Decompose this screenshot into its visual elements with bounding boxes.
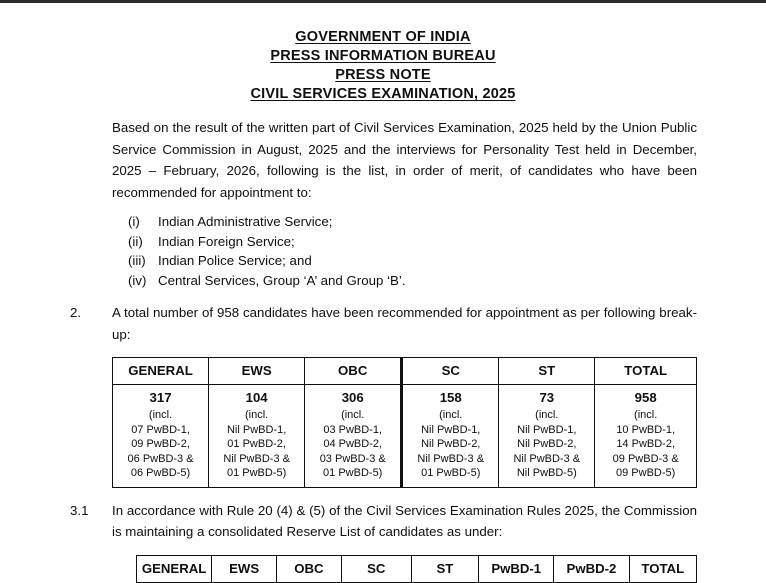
list-item bbox=[128, 251, 697, 271]
intro-paragraph: Based on the result of the written part of Civil Services Examination, 2025 held by the Union Public Service Commission in August, 2025 and the interviews for Personality Test held in December, 2025 – February, 2026, following is the list, in order of merit, of candidates who have been recommended for appointment to: bbox=[112, 120, 697, 200]
heading-government: GOVERNMENT OF INDIA bbox=[295, 29, 471, 45]
cell-ews-count: 104 bbox=[245, 390, 268, 405]
list-text: Indian Police Service; and bbox=[158, 253, 312, 268]
table-row bbox=[113, 385, 697, 488]
list-item bbox=[128, 232, 697, 252]
cell-st-pwbd1: Nil PwBD-1, bbox=[517, 423, 577, 436]
cell-st-pwbd2: Nil PwBD-2, bbox=[517, 438, 577, 450]
cell-general-pwbd5: 06 PwBD-5) bbox=[130, 467, 191, 479]
list-item bbox=[128, 271, 697, 291]
column-header-pwbd-1: PwBD-1 bbox=[479, 555, 554, 582]
section-2-text: A total number of 958 candidates have been recommended for appointment as per following break-up: bbox=[112, 305, 697, 342]
column-header-ews: EWS bbox=[209, 358, 305, 385]
cell-total-incl: (incl. bbox=[634, 409, 658, 421]
cell-total-pwbd1: 10 PwBD-1, bbox=[616, 423, 676, 436]
cell-total-count: 958 bbox=[634, 390, 657, 405]
document-page bbox=[0, 3, 766, 576]
cell-total-pwbd5: 09 PwBD-5) bbox=[616, 467, 676, 479]
column-header-st: ST bbox=[411, 555, 478, 582]
cell-obc-pwbd2: 04 PwBD-2, bbox=[323, 438, 383, 450]
column-header-sc: SC bbox=[402, 358, 499, 385]
reserve-list-table-wrapper bbox=[136, 555, 697, 583]
cell-ews-pwbd3: Nil PwBD-3 & bbox=[223, 452, 290, 465]
cell-obc-pwbd1: 03 PwBD-1, bbox=[323, 423, 383, 436]
cell-st-incl: (incl. bbox=[535, 409, 559, 421]
column-header-general: GENERAL bbox=[137, 555, 212, 582]
cell-sc-incl: (incl. bbox=[439, 409, 463, 421]
cell-general-incl: (incl. bbox=[148, 409, 173, 421]
column-header-total: TOTAL bbox=[629, 555, 696, 582]
column-header-pwbd-2: PwBD-2 bbox=[554, 555, 629, 582]
cell-general-pwbd2: 09 PwBD-2, bbox=[131, 438, 190, 450]
cell-st-count: 73 bbox=[539, 390, 555, 405]
cell-general bbox=[113, 385, 209, 488]
cell-ews-pwbd5: 01 PwBD-5) bbox=[226, 467, 287, 479]
document-header bbox=[0, 3, 766, 104]
cell-general-pwbd1: 07 PwBD-1, bbox=[131, 423, 190, 436]
cell-st-pwbd3: Nil PwBD-3 & bbox=[513, 452, 581, 465]
column-header-sc: SC bbox=[341, 555, 411, 582]
list-marker: (i) bbox=[128, 214, 140, 229]
column-header-obc: OBC bbox=[305, 358, 402, 385]
recommended-table bbox=[112, 357, 697, 488]
column-header-total: TOTAL bbox=[595, 358, 697, 385]
column-header-obc: OBC bbox=[276, 555, 341, 582]
list-marker: (iv) bbox=[128, 272, 147, 288]
column-header-ews: EWS bbox=[212, 555, 277, 582]
list-marker: (ii) bbox=[128, 233, 143, 249]
cell-general-count: 317 bbox=[149, 390, 172, 405]
cell-ews-pwbd1: Nil PwBD-1, bbox=[226, 423, 287, 436]
cell-total-pwbd3: 09 PwBD-3 & bbox=[612, 452, 679, 465]
list-text: Central Services, Group ‘A’ and Group ‘B’. bbox=[158, 272, 406, 288]
document-body bbox=[0, 117, 766, 583]
list-item bbox=[128, 212, 697, 232]
cell-ews-pwbd2: 01 PwBD-2, bbox=[227, 438, 286, 450]
cell-general-pwbd3: 06 PwBD-3 & bbox=[127, 452, 194, 465]
column-header-st: ST bbox=[499, 358, 595, 385]
cell-st-pwbd5: Nil PwBD-5) bbox=[516, 467, 577, 479]
list-text: Indian Administrative Service; bbox=[158, 214, 333, 229]
cell-ews bbox=[209, 385, 305, 488]
cell-ews-incl: (incl. bbox=[245, 409, 269, 421]
cell-obc-count: 306 bbox=[341, 390, 364, 405]
cell-sc-count: 158 bbox=[439, 390, 462, 405]
cell-total-pwbd2: 14 PwBD-2, bbox=[616, 438, 676, 450]
cell-obc-pwbd3: 03 PwBD-3 & bbox=[319, 452, 386, 465]
cell-st bbox=[499, 385, 595, 488]
heading-exam-title: CIVIL SERVICES EXAMINATION, 2025 bbox=[250, 86, 516, 102]
cell-sc-pwbd5: 01 PwBD-5) bbox=[421, 467, 481, 479]
cell-sc-pwbd1: Nil PwBD-1, bbox=[421, 423, 481, 436]
heading-bureau: PRESS INFORMATION BUREAU bbox=[270, 48, 496, 64]
table-header-row bbox=[137, 555, 697, 582]
cell-obc-pwbd5: 01 PwBD-5) bbox=[323, 467, 383, 479]
section-2-number: 2. bbox=[70, 305, 82, 320]
cell-sc-pwbd2: Nil PwBD-2, bbox=[421, 438, 481, 450]
recommended-table-wrapper bbox=[112, 357, 697, 488]
section-3-1-text: In accordance with Rule 20 (4) & (5) of the Civil Services Examination Rules 2025, the Commission is maintaining a consolidated Reserve List of candidates as under: bbox=[112, 502, 697, 539]
service-list bbox=[128, 212, 697, 290]
cell-sc bbox=[402, 385, 499, 488]
heading-press-note: PRESS NOTE bbox=[335, 67, 431, 83]
cell-obc bbox=[305, 385, 402, 488]
list-marker: (iii) bbox=[128, 253, 146, 268]
cell-total bbox=[595, 385, 697, 488]
list-text: Indian Foreign Service; bbox=[158, 233, 295, 249]
column-header-general: GENERAL bbox=[113, 358, 209, 385]
section-2 bbox=[70, 302, 697, 345]
reserve-list-table bbox=[136, 555, 697, 583]
cell-obc-incl: (incl. bbox=[341, 409, 365, 421]
table-header-row bbox=[113, 358, 697, 385]
cell-sc-pwbd3: Nil PwBD-3 & bbox=[417, 452, 485, 465]
section-3-1-number: 3.1 bbox=[70, 502, 89, 518]
section-3-1 bbox=[70, 500, 697, 543]
